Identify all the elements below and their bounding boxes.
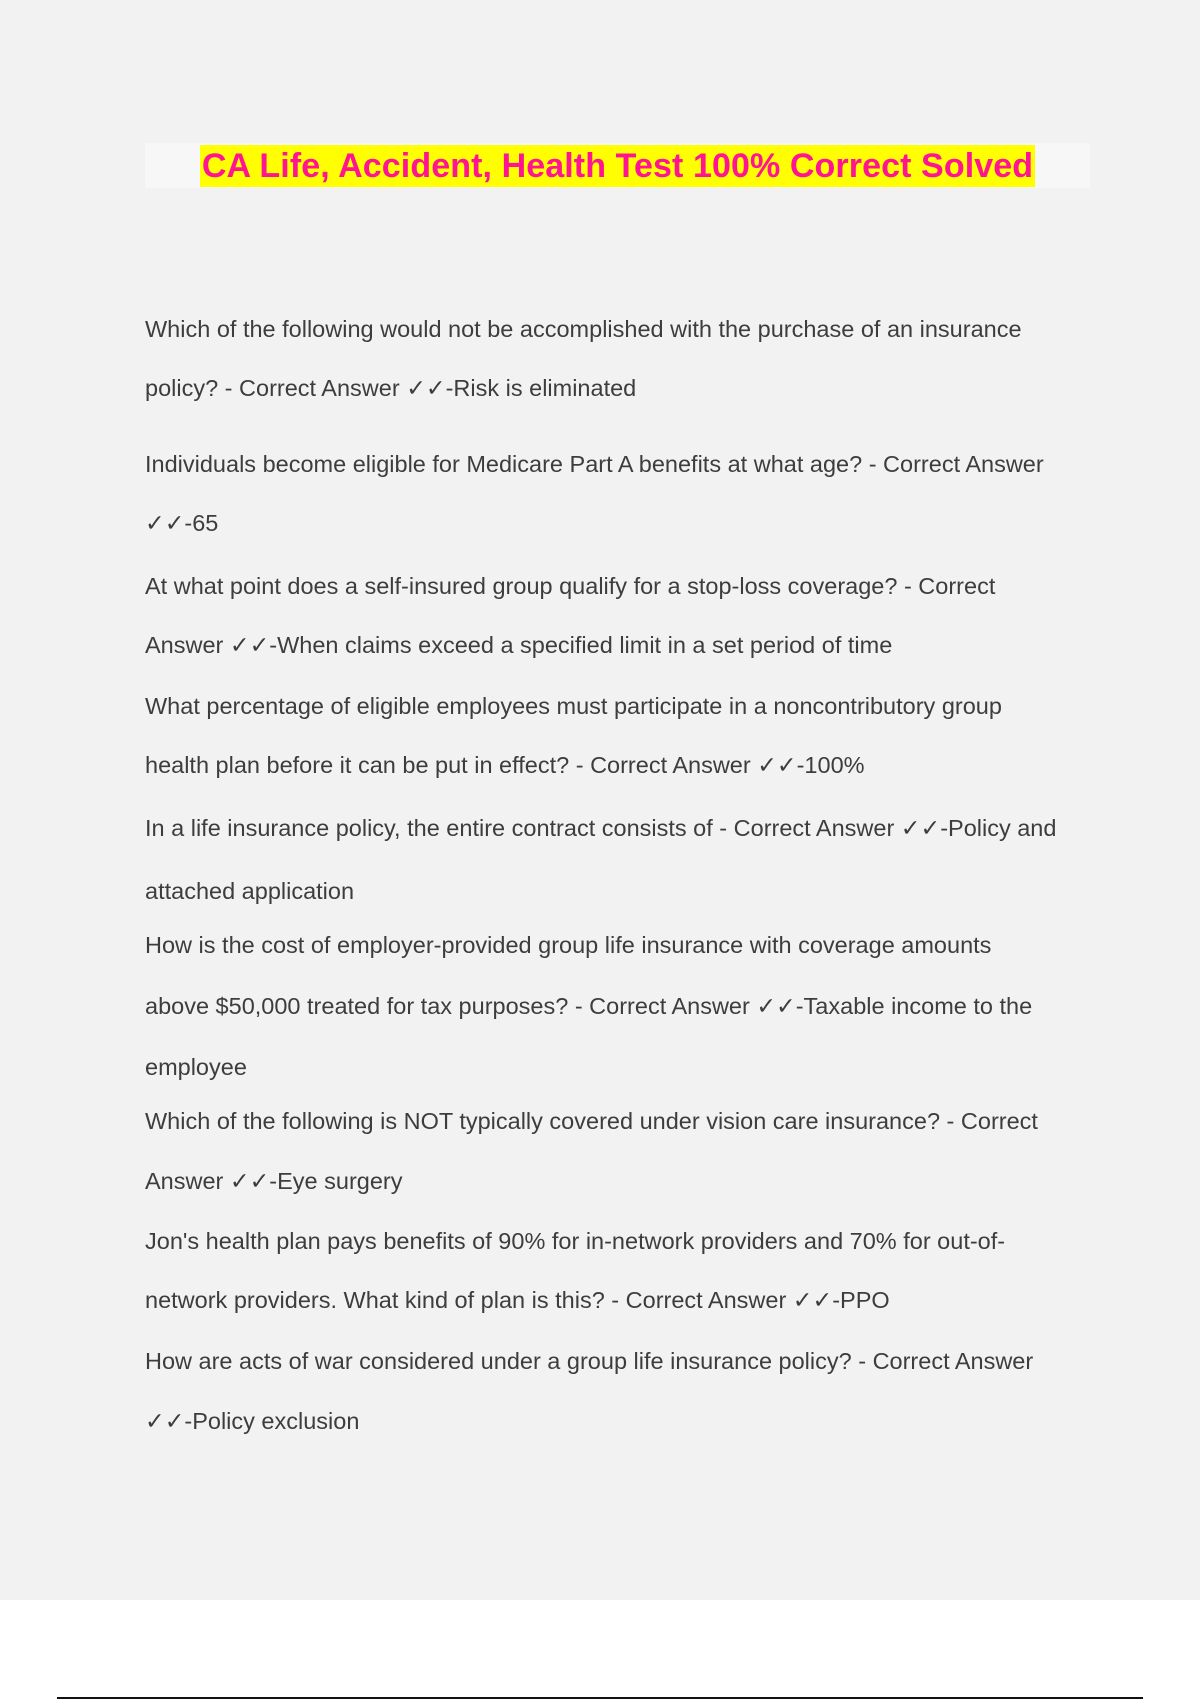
qa-item-4 [145, 691, 1095, 780]
qa-item-4-line-1: What percentage of eligible employees must participate in a noncontributory group [145, 693, 1002, 719]
qa-item-3-line-1: At what point does a self-insured group qualify for a stop-loss coverage? - Correct [145, 573, 996, 599]
qa-item-2 [145, 449, 1095, 538]
qa-item-5-line-1: In a life insurance policy, the entire contract consists of - Correct Answer ✓✓-Policy and [145, 815, 1057, 841]
qa-item-9-line-2: ✓✓-Policy exclusion [145, 1408, 360, 1434]
page-bottom-rule [57, 1697, 1143, 1699]
qa-item-6-line-3: employee [145, 1054, 247, 1080]
qa-item-1 [145, 314, 1095, 403]
qa-item-3 [145, 571, 1095, 660]
qa-item-3-line-2: Answer ✓✓-When claims exceed a specified limit in a set period of time [145, 632, 893, 658]
qa-item-4-line-2: health plan before it can be put in effect? - Correct Answer ✓✓-100% [145, 752, 865, 778]
qa-item-9-line-1: How are acts of war considered under a group life insurance policy? - Correct Answer [145, 1348, 1034, 1374]
qa-item-5 [145, 813, 1095, 906]
qa-item-1-line-2: policy? - Correct Answer ✓✓-Risk is eliminated [145, 375, 637, 401]
document-title: CA Life, Accident, Health Test 100% Correct Solved [201, 147, 1034, 185]
qa-item-8 [145, 1226, 1095, 1315]
qa-item-1-line-1: Which of the following would not be accomplished with the purchase of an insurance [145, 316, 1022, 342]
qa-item-2-line-1: Individuals become eligible for Medicare Part A benefits at what age? - Correct Answer [145, 451, 1044, 477]
qa-item-6 [145, 930, 1095, 1082]
qa-item-7-line-2: Answer ✓✓-Eye surgery [145, 1168, 403, 1194]
qa-item-2-line-2: ✓✓-65 [145, 510, 219, 536]
qa-item-6-line-2: above $50,000 treated for tax purposes? - Correct Answer ✓✓-Taxable income to the [145, 993, 1033, 1019]
qa-item-5-line-2: attached application [145, 878, 355, 904]
qa-item-9 [145, 1346, 1095, 1436]
qa-item-8-line-1: Jon's health plan pays benefits of 90% for in-network providers and 70% for out-of- [145, 1228, 1006, 1254]
qa-item-6-line-1: How is the cost of employer-provided group life insurance with coverage amounts [145, 932, 992, 958]
title-band [145, 143, 1090, 188]
qa-item-7 [145, 1106, 1095, 1196]
qa-item-8-line-2: network providers. What kind of plan is this? - Correct Answer ✓✓-PPO [145, 1287, 890, 1313]
qa-item-7-line-1: Which of the following is NOT typically covered under vision care insurance? - Correct [145, 1108, 1038, 1134]
